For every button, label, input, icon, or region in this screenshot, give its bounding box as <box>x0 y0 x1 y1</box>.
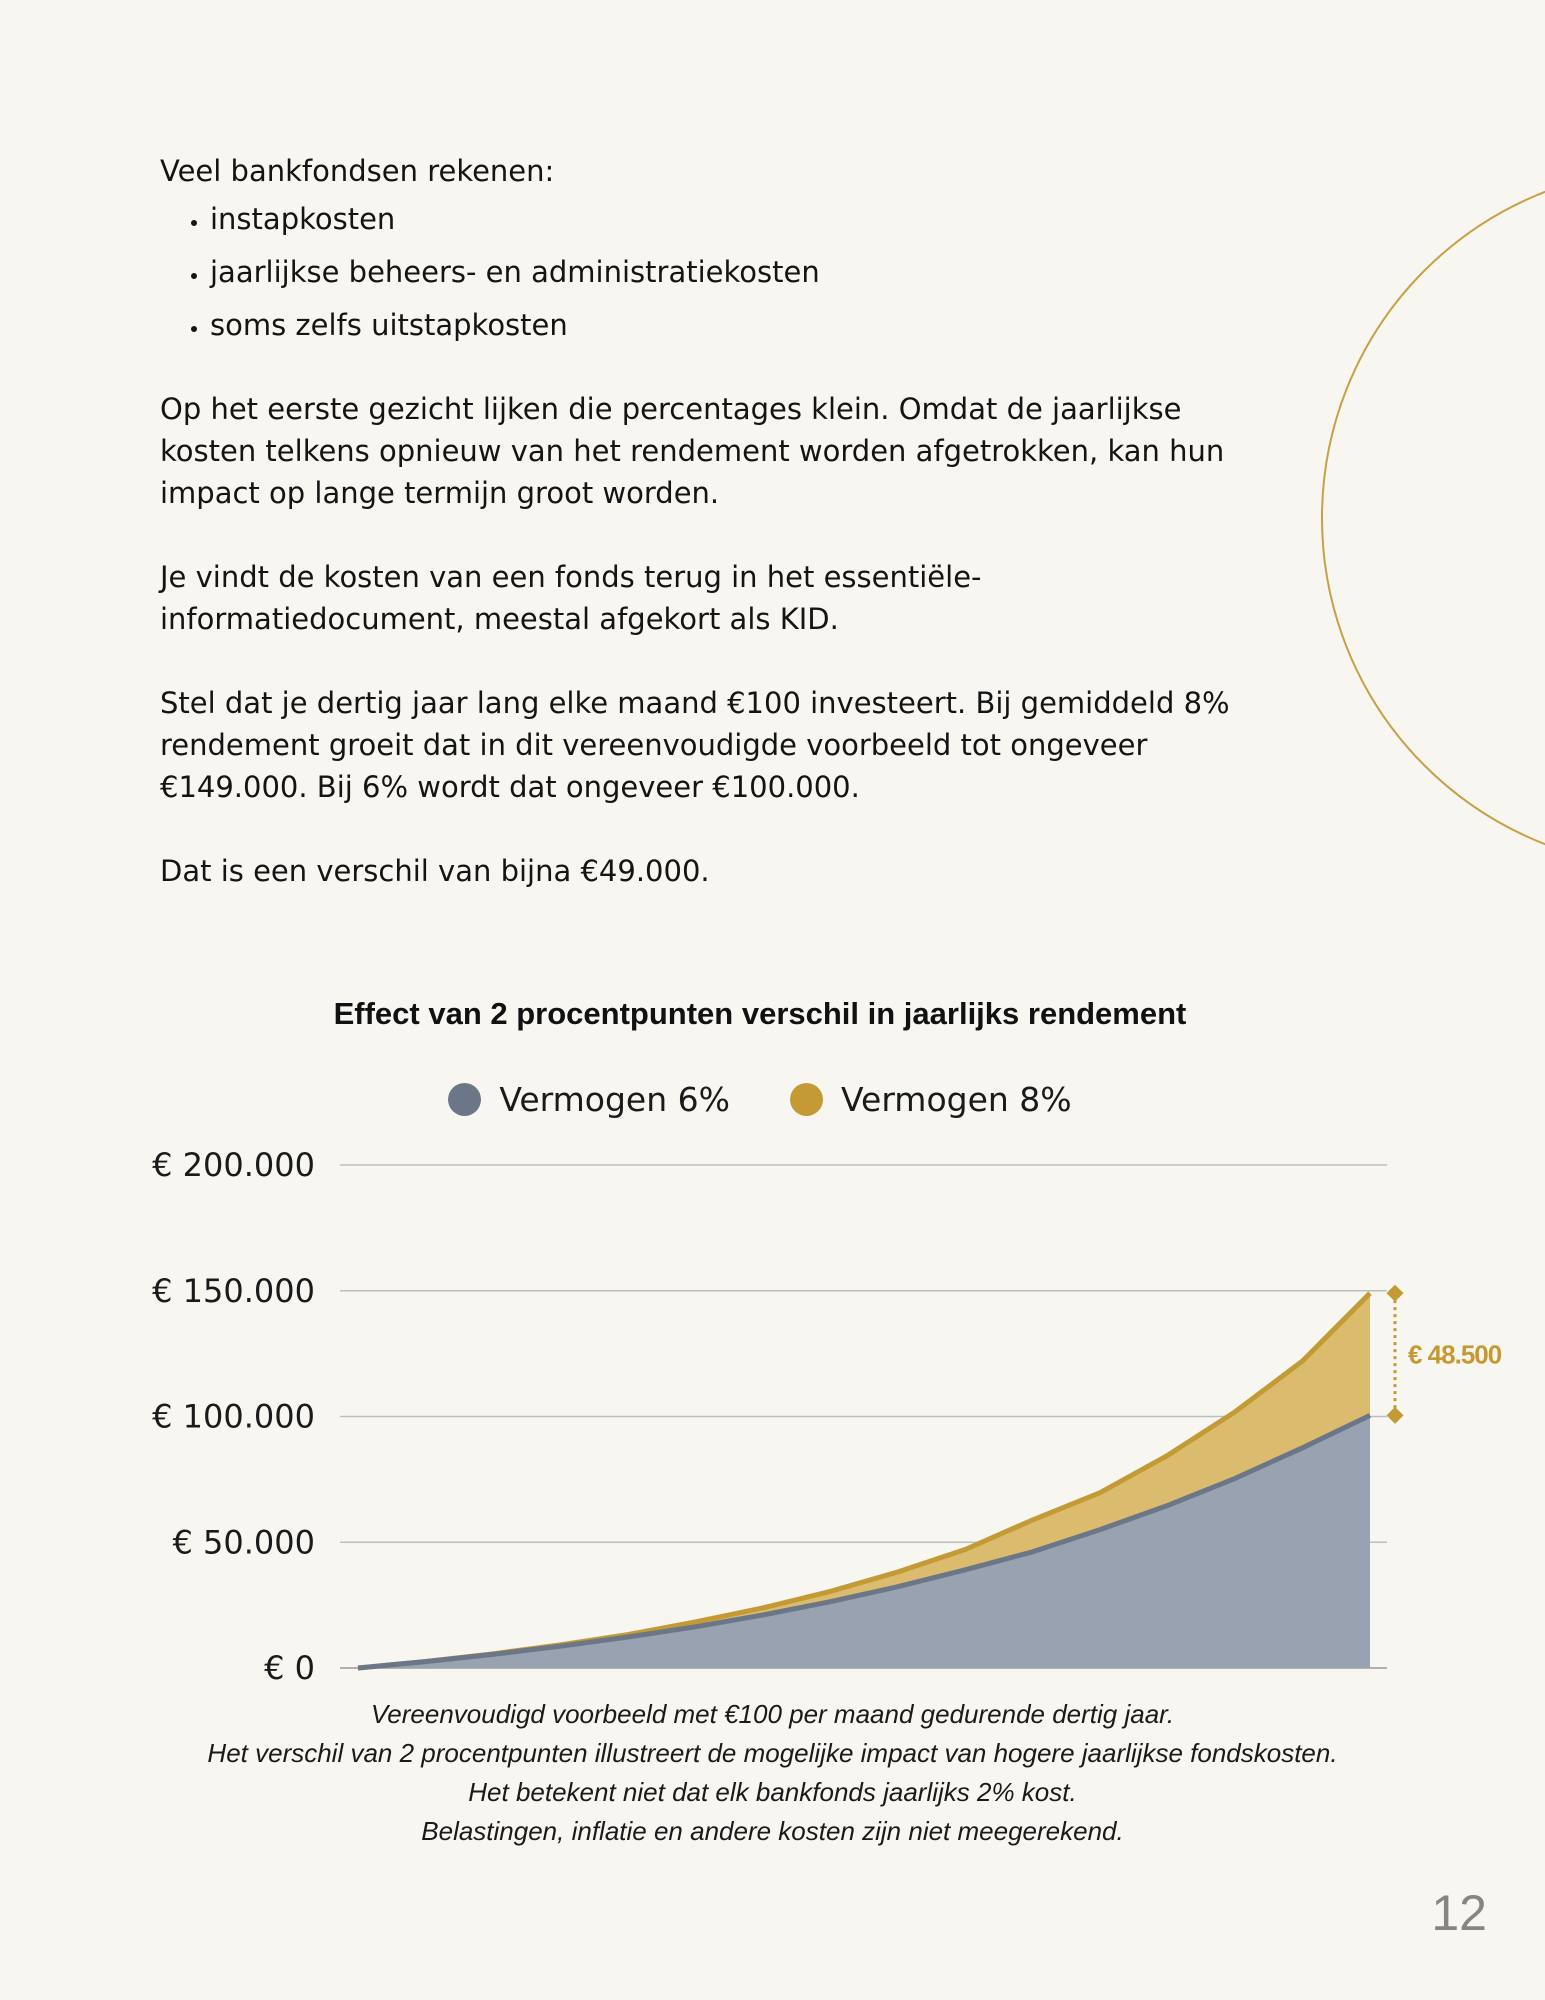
list-item: • instapkosten <box>210 198 1270 240</box>
annotation-marker <box>1387 1407 1404 1424</box>
list-item: • soms zelfs uitstapkosten <box>210 304 1270 346</box>
paragraph: Op het eerste gezicht lijken die percentages klein. Omdat de jaarlijkse kosten telkens opnieuw van het rendement worden afgetrokken, kan hun impact op lange termijn groot worden. <box>160 392 1225 510</box>
list-item: • jaarlijkse beheers- en administratiekosten <box>210 251 1270 293</box>
intro-lead: Veel bankfondsen rekenen: <box>160 154 555 188</box>
chart-caption <box>0 1695 1545 1851</box>
caption-line: Vereenvoudigd voorbeeld met €100 per maand gedurende dertig jaar. <box>370 1699 1175 1729</box>
paragraph: Dat is een verschil van bijna €49.000. <box>160 854 710 888</box>
annotation-label: € 48.500 <box>1408 1339 1502 1370</box>
y-tick-label: € 150.000 <box>152 1271 315 1310</box>
legend-label: Vermogen 6% <box>499 1080 730 1119</box>
page-number: 12 <box>1431 1885 1487 1941</box>
legend-label: Vermogen 8% <box>841 1080 1072 1119</box>
caption-line: Het verschil van 2 procentpunten illustreert de mogelijke impact van hogere jaarlijkse fondskosten. <box>207 1738 1338 1768</box>
annotation-marker <box>1387 1285 1404 1302</box>
y-tick-label: € 0 <box>264 1649 315 1687</box>
y-tick-label: € 100.000 <box>152 1397 315 1436</box>
paragraph: Stel dat je dertig jaar lang elke maand €100 investeert. Bij gemiddeld 8% rendement groeit dat in dit vereenvoudigde voorbeeld tot ongeveer €149.000. Bij 6% wordt dat ongeveer €100.000. <box>160 686 1230 804</box>
caption-line: Het betekent niet dat elk bankfonds jaarlijks 2% kost. <box>468 1777 1077 1807</box>
y-tick-label: € 200.000 <box>152 1146 315 1184</box>
chart-title: Effect van 2 procentpunten verschil in jaarlijks rendement <box>333 996 1187 1031</box>
paragraph: Je vindt de kosten van een fonds terug in het essentiële-informatiedocument, meestal afgekort als KID. <box>160 560 982 636</box>
caption-line: Belastingen, inflatie en andere kosten zijn niet meegerekend. <box>421 1816 1124 1846</box>
y-tick-label: € 50.000 <box>172 1523 315 1562</box>
